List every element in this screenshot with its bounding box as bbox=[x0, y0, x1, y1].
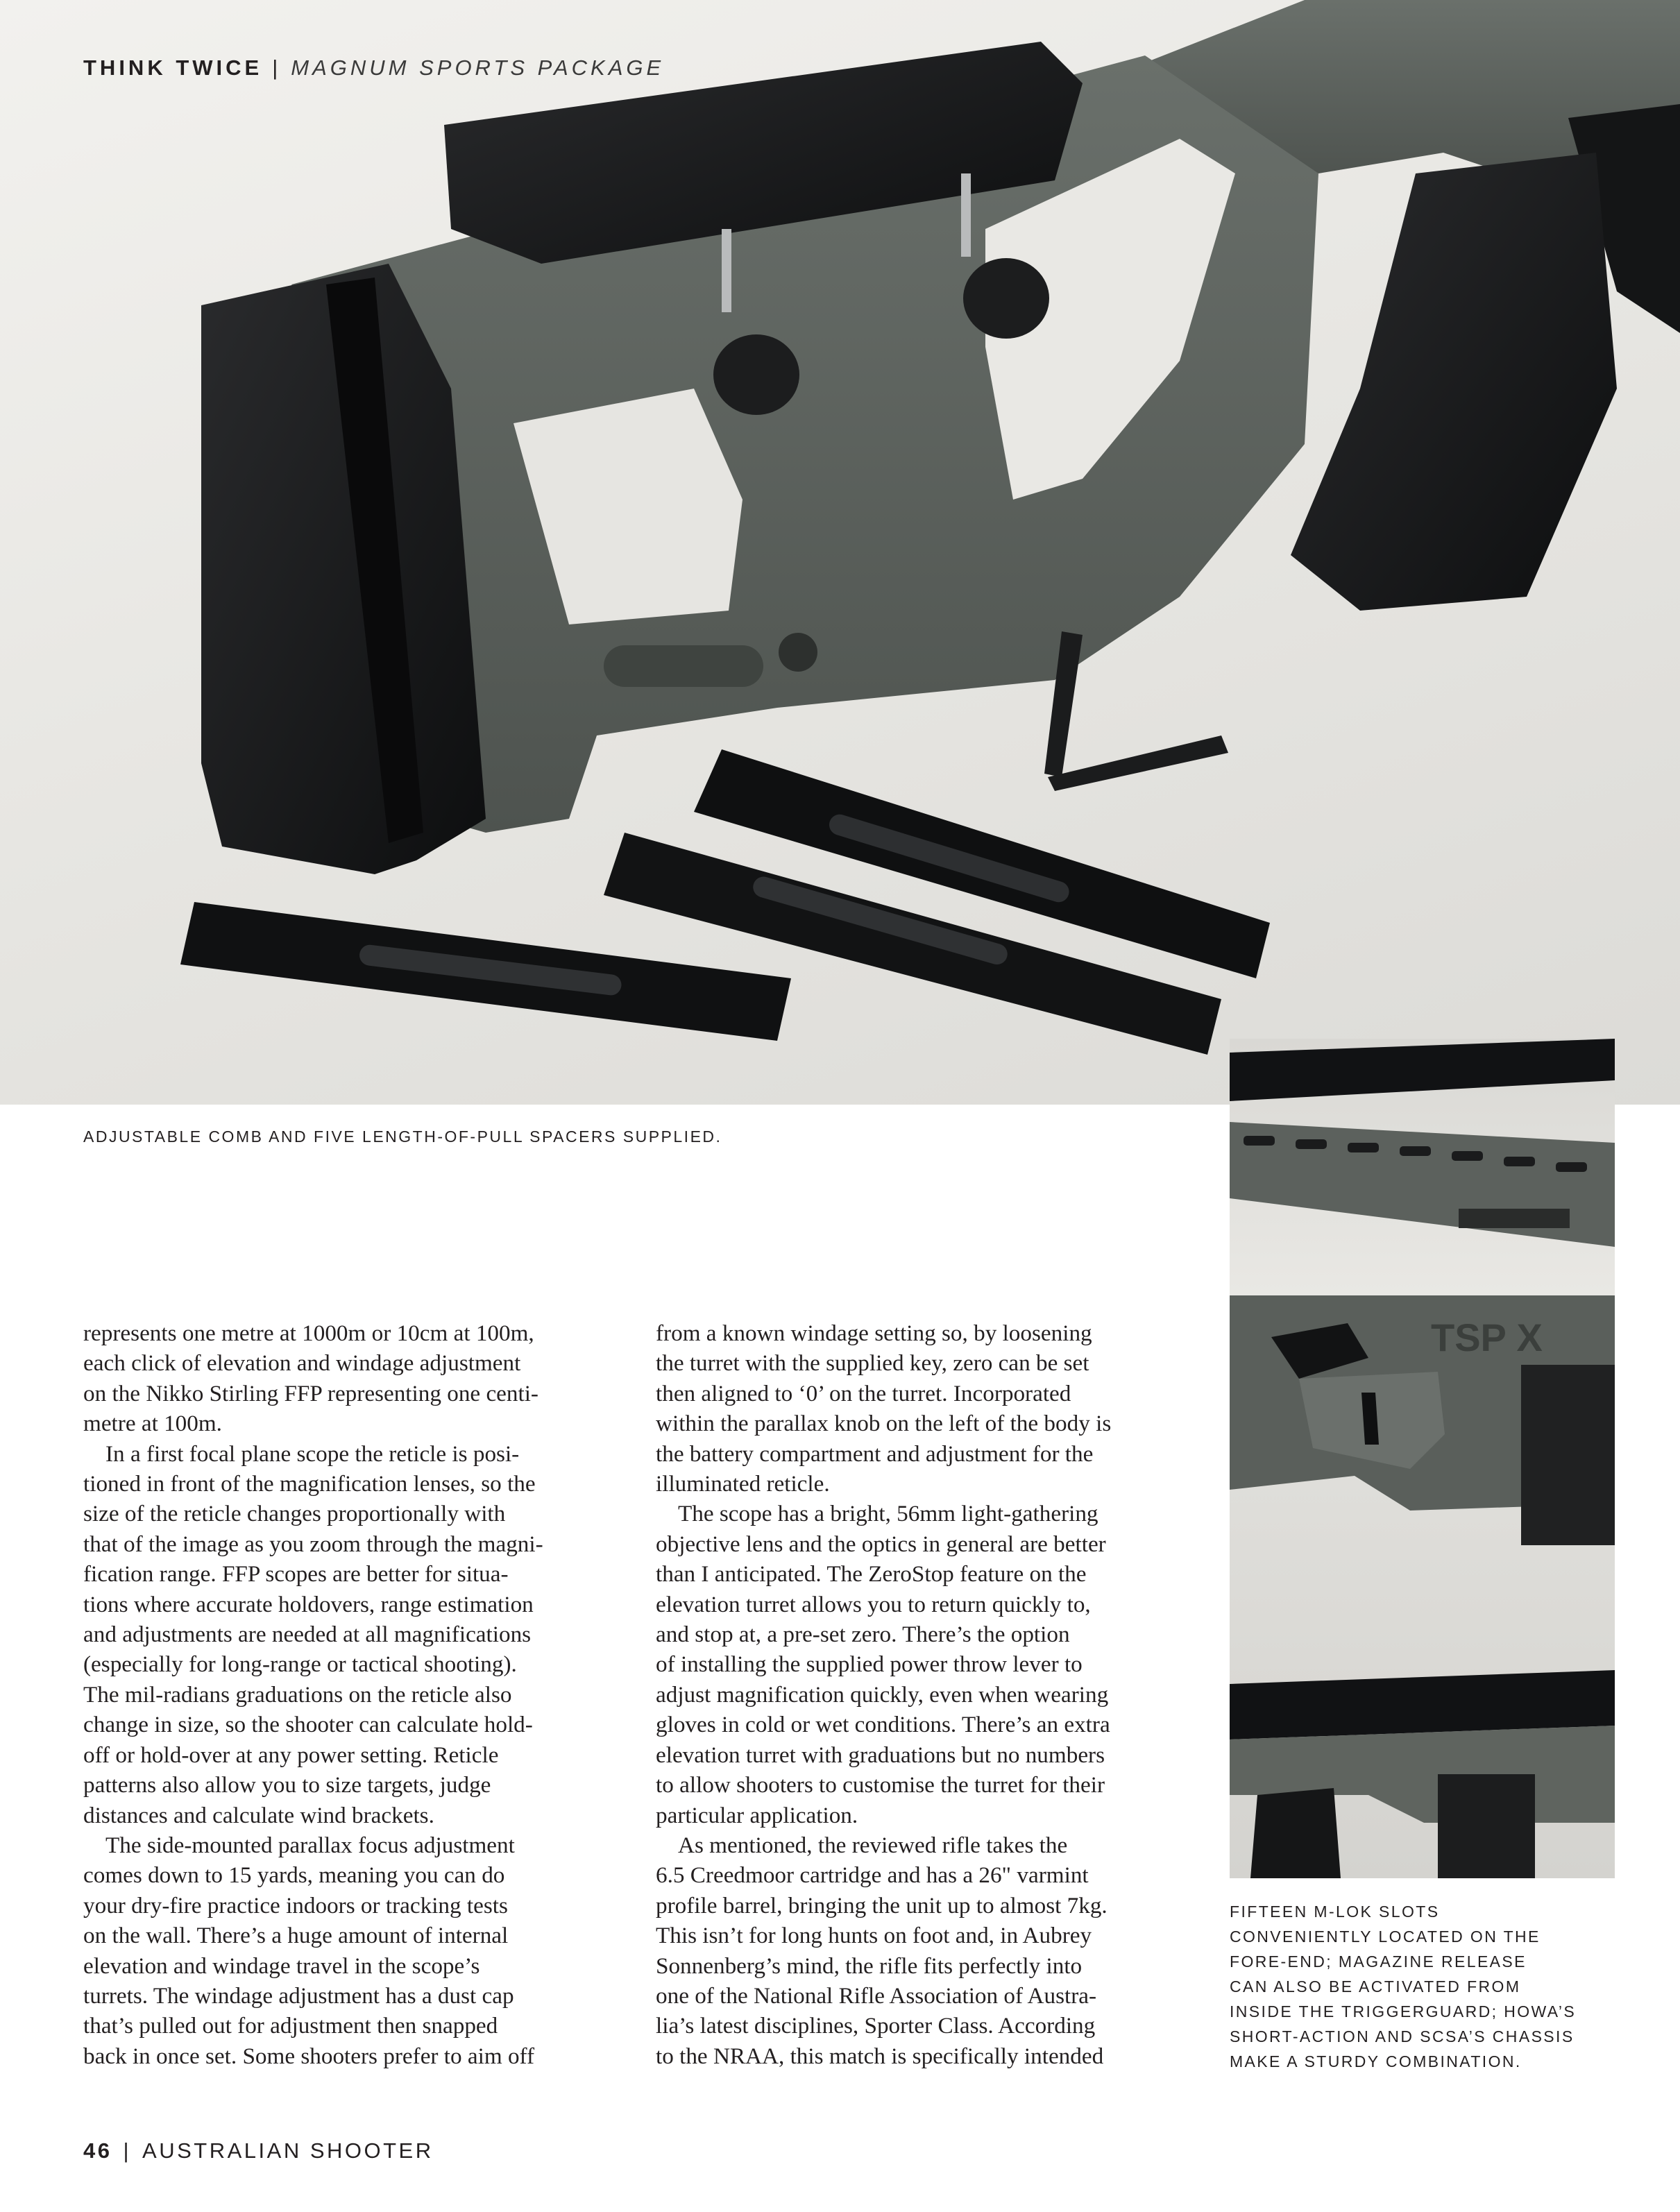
comb-knob-upper bbox=[963, 258, 1049, 339]
caption-line: SHORT-ACTION AND SCSA’S CHASSIS bbox=[1230, 2027, 1575, 2045]
text-line: the turret with the supplied key, zero can be set bbox=[656, 1350, 1089, 1377]
comb-post-left bbox=[722, 229, 731, 312]
qd-cup bbox=[779, 633, 817, 672]
text-line: from a known windage setting so, by loosening bbox=[656, 1320, 1092, 1346]
text-line: within the parallax knob on the left of the body is bbox=[656, 1411, 1112, 1437]
text-line: and stop at, a pre-set zero. There’s the option bbox=[656, 1622, 1070, 1648]
text-line: and adjustments are needed at all magnifications bbox=[83, 1622, 532, 1648]
spacer-1 bbox=[180, 902, 791, 1041]
receiver-marking: TSP X bbox=[1431, 1316, 1543, 1359]
text-line: your dry-fire practice indoors or tracking tests bbox=[83, 1892, 508, 1919]
text-line: that’s pulled out for adjustment then snapped bbox=[83, 2013, 498, 2039]
pistol-grip bbox=[1291, 153, 1617, 611]
text-line: then aligned to ‘0’ on the turret. Incorporated bbox=[656, 1380, 1071, 1406]
folio-separator: | bbox=[123, 2138, 132, 2163]
text-line: tioned in front of the magnification lenses, so the bbox=[83, 1471, 536, 1497]
text-line: elevation and windage travel in the scope’s bbox=[83, 1952, 480, 1979]
text-line: the battery compartment and adjustment for the bbox=[656, 1440, 1094, 1467]
lower-magazine bbox=[1438, 1774, 1535, 1878]
main-photo-caption: ADJUSTABLE COMB AND FIVE LENGTH-OF-PULL SPACERS SUPPLIED. bbox=[83, 1128, 722, 1146]
text-line: lia’s latest disciplines, Sporter Class. According bbox=[656, 2013, 1096, 2039]
text-line: particular application. bbox=[656, 1802, 858, 1828]
caption-line: INSIDE THE TRIGGERGUARD; HOWA’S bbox=[1230, 2002, 1577, 2020]
text-line: gloves in cold or wet conditions. There’s an extra bbox=[656, 1712, 1110, 1738]
caption-line: CAN ALSO BE ACTIVATED FROM bbox=[1230, 1977, 1521, 1996]
body-column-1 bbox=[83, 1318, 618, 2071]
text-line: change in size, so the shooter can calculate hold- bbox=[83, 1712, 533, 1738]
caption-line: CONVENIENTLY LOCATED ON THE bbox=[1230, 1928, 1541, 1946]
forend-photo bbox=[1230, 1039, 1615, 1295]
comb-post-right bbox=[961, 173, 971, 257]
text-line: of installing the supplied power throw lever to bbox=[656, 1651, 1083, 1678]
feature-title: MAGNUM SPORTS PACKAGE bbox=[291, 56, 665, 80]
text-line: In a first focal plane scope the reticle is posi- bbox=[105, 1440, 520, 1467]
text-line: illuminated reticle. bbox=[656, 1471, 830, 1497]
side-photo-caption bbox=[1230, 1899, 1618, 2074]
receiver-trigger-illustration bbox=[1230, 1295, 1615, 1878]
page-number: 46 bbox=[83, 2138, 112, 2163]
forend-mlok-illustration bbox=[1230, 1039, 1615, 1295]
rifle-stock-illustration bbox=[0, 0, 1680, 1105]
text-line: comes down to 15 yards, meaning you can do bbox=[83, 1862, 505, 1889]
text-line: The side-mounted parallax focus adjustment bbox=[105, 1832, 515, 1858]
text-line: patterns also allow you to size targets, judge bbox=[83, 1772, 491, 1798]
text-line: distances and calculate wind brackets. bbox=[83, 1802, 434, 1828]
section-title: THINK TWICE bbox=[83, 56, 263, 80]
caption-line: FIFTEEN M-LOK SLOTS bbox=[1230, 1903, 1440, 1921]
text-line: elevation turret allows you to return quickly to, bbox=[656, 1591, 1091, 1617]
text-line: each click of elevation and windage adjustment bbox=[83, 1350, 521, 1377]
caption-line: FORE-END; MAGAZINE RELEASE bbox=[1230, 1952, 1527, 1971]
text-line: on the Nikko Stirling FFP representing one centi- bbox=[83, 1380, 538, 1406]
text-line: elevation turret with graduations but no numbers bbox=[656, 1742, 1105, 1768]
main-photo bbox=[0, 0, 1680, 1105]
text-line: size of the reticle changes proportionally with bbox=[83, 1501, 506, 1527]
screw-2 bbox=[1048, 735, 1228, 791]
text-line: represents one metre at 1000m or 10cm at 100m, bbox=[83, 1320, 534, 1346]
text-line: The scope has a bright, 56mm light-gathering bbox=[678, 1501, 1098, 1527]
folio bbox=[83, 2138, 434, 2163]
running-head bbox=[83, 56, 664, 80]
magazine bbox=[1521, 1365, 1615, 1545]
caption-line: MAKE A STURDY COMBINATION. bbox=[1230, 2052, 1522, 2070]
text-line: than I anticipated. The ZeroStop feature on the bbox=[656, 1561, 1087, 1588]
text-line: to the NRAA, this match is specifically intended bbox=[656, 2043, 1104, 2069]
body-column-2 bbox=[656, 1318, 1204, 2071]
text-line: that of the image as you zoom through the magni- bbox=[83, 1531, 543, 1557]
text-line: adjust magnification quickly, even when wearing bbox=[656, 1681, 1109, 1708]
text-line: (especially for long-range or tactical shooting). bbox=[83, 1651, 517, 1678]
text-line: Sonnenberg’s mind, the rifle fits perfectly into bbox=[656, 1952, 1083, 1979]
publication-name: AUSTRALIAN SHOOTER bbox=[142, 2138, 434, 2163]
text-line: on the wall. There’s a huge amount of internal bbox=[83, 1923, 509, 1949]
text-line: fication range. FFP scopes are better for situa- bbox=[83, 1561, 509, 1588]
scope-tube bbox=[1230, 1039, 1615, 1101]
text-line: one of the National Rifle Association of Austra- bbox=[656, 1982, 1097, 2009]
text-line: objective lens and the optics in general are better bbox=[656, 1531, 1106, 1557]
text-line: off or hold-over at any power setting. Reticle bbox=[83, 1742, 499, 1768]
text-line: to allow shooters to customise the turret for their bbox=[656, 1772, 1105, 1798]
text-line: tions where accurate holdovers, range estimation bbox=[83, 1591, 534, 1617]
text-line: This isn’t for long hunts on foot and, in Aubrey bbox=[656, 1923, 1092, 1949]
text-line: back in once set. Some shooters prefer to aim off bbox=[83, 2043, 535, 2069]
text-line: profile barrel, bringing the unit up to almost 7kg. bbox=[656, 1892, 1108, 1919]
text-line: 6.5 Creedmoor cartridge and has a 26" varmint bbox=[656, 1862, 1089, 1889]
text-line: The mil-radians graduations on the reticle also bbox=[83, 1681, 512, 1708]
text-line: As mentioned, the reviewed rifle takes the bbox=[678, 1832, 1068, 1858]
picatinny-section bbox=[1459, 1209, 1570, 1228]
header-separator: | bbox=[272, 56, 282, 80]
text-line: turrets. The windage adjustment has a dust cap bbox=[83, 1982, 514, 2009]
receiver-photo bbox=[1230, 1295, 1615, 1878]
text-line: metre at 100m. bbox=[83, 1411, 222, 1437]
comb-knob-lower bbox=[713, 334, 799, 415]
sling-slot bbox=[604, 645, 763, 687]
lower-grip bbox=[1250, 1788, 1341, 1878]
